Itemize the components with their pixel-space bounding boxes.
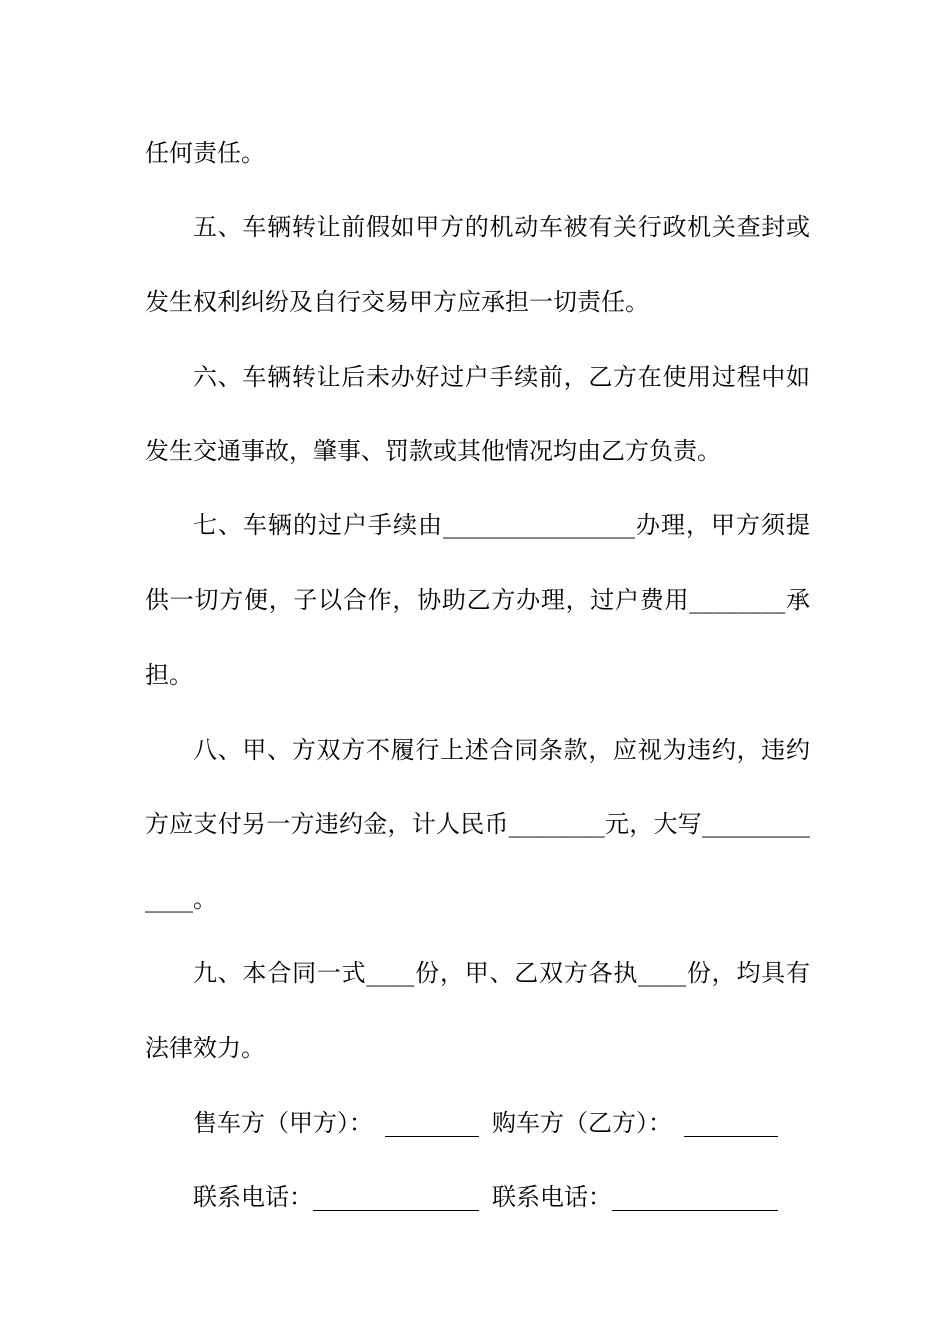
clause-6-line-2: 发生交通事故，肇事、罚款或其他情况均由乙方负责。 (145, 437, 721, 465)
clause-8-line-2: 方应支付另一方违约金，计人民币________元，大写_________ (145, 810, 810, 838)
clause-6-line-1: 六、车辆转让后未办好过户手续前，乙方在使用过程中如 (193, 363, 810, 391)
clause-7-line-1: 七、车辆的过户手续由________________办理，甲方须提 (193, 511, 810, 539)
seller-label: 售车方（甲方）： (193, 1109, 373, 1137)
clause-5-line-2: 发生权利纠纷及自行交易甲方应承担一切责任。 (145, 288, 649, 316)
clause-9-line-1: 九、本合同一式____份，甲、乙双方各执____份，均具有 (193, 959, 810, 987)
paragraph-line: 任何责任。 (145, 139, 265, 167)
seller-phone-blank[interactable] (313, 1181, 479, 1211)
clause-7-line-2: 供一切方便，子以合作，协助乙方办理，过户费用________承 (145, 586, 810, 614)
seller-phone-label: 联系电话： (193, 1183, 313, 1211)
buyer-label: 购车方（乙方）： (492, 1109, 672, 1137)
clause-9-line-2: 法律效力。 (145, 1034, 265, 1062)
clause-7-line-3: 担。 (145, 661, 193, 689)
clause-8-line-3: ____。 (145, 885, 217, 913)
clause-8-line-1: 八、甲、方双方不履行上述合同条款，应视为违约，违约 (193, 736, 810, 764)
buyer-phone-label: 联系电话： (492, 1183, 612, 1211)
seller-blank[interactable] (385, 1107, 479, 1137)
buyer-phone-blank[interactable] (612, 1181, 778, 1211)
buyer-blank[interactable] (684, 1107, 778, 1137)
clause-5-line-1: 五、车辆转让前假如甲方的机动车被有关行政机关查封或 (193, 213, 810, 241)
